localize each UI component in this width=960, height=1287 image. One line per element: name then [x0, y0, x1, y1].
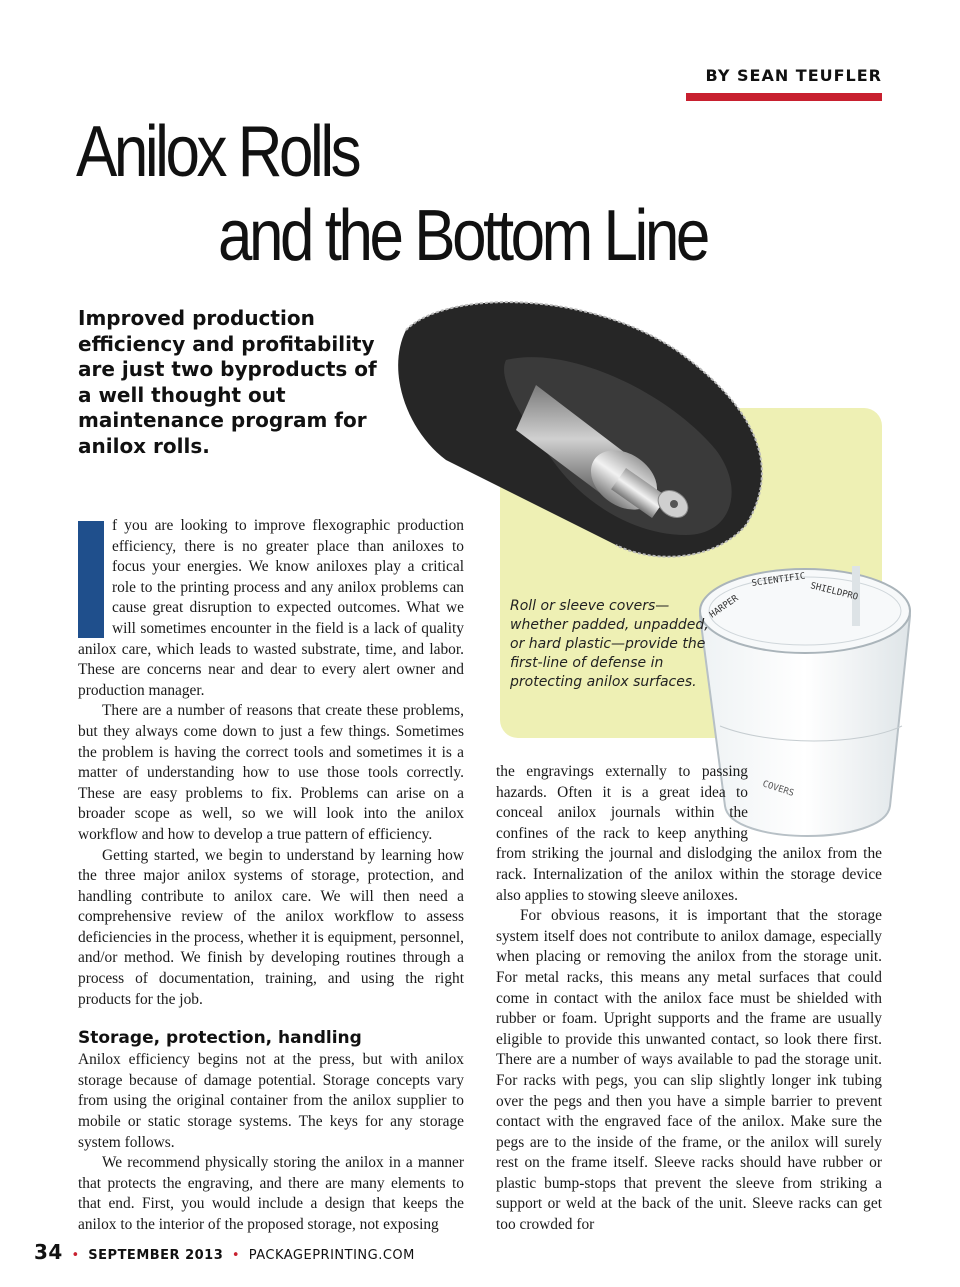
paragraph-4: Anilox efficiency begins not at the press, but with anilox storage because of damage potential. Storage concepts vary from using the original container from the anilox supplier to mobile or static storage systems. The keys for any storage system follows.: [78, 1051, 464, 1151]
paragraph-1: f you are looking to improve flexographic production efficiency, there is no greater place than aniloxes to focus your energies. We know aniloxes play a critical role to the printing process and any anilox problems can cause great disruption to expected outcomes. What we will sometimes encounter in the field is a lack of quality anilox care, which leads to wasted substrate, time, and labor. These are concerns near and dear to every alert owner and production manager.: [78, 517, 464, 699]
headline-line-1: Anilox Rolls: [76, 112, 359, 192]
sleeve-print-word3: SHIELDPRO: [809, 581, 860, 603]
paragraph-2: There are a number of reasons that create these problems, but they always come down to just a few things. Sometimes the problem is having the correct tools and sometimes it is a matter of understanding how to use those tools correctly. These are easy problems to fix. Problems can arise on a broader scope as well, so we will look into the anilox workflow and how to develop a true pattern of efficiency.: [78, 702, 464, 843]
paragraph-6: the engravings externally to passing hazards. Often it is a great idea to conceal anilox journals within the confines of the rack to keep anything from striking the journal and dislodging the anilox from the rack. Internalization of the anilox within the storage device also applies to stowing sleeve aniloxes.: [496, 763, 882, 904]
section-heading: Storage, protection, handling: [78, 1028, 362, 1049]
dropcap: [78, 521, 104, 638]
footer-bullet-icon: •: [71, 1248, 80, 1263]
paragraph-7: For obvious reasons, it is important that the storage system itself does not contribute to anilox damage, especially when placing or removing the anilox from the storage unit. For metal racks, this means any metal surfaces that could come in contact with the anilox face must be shielded with rubber or foam. Upright supports and the frame are usually eligible to provide this unwanted contact, so look there first. There are a number of ways available to pad the storage unit. For racks with pegs, you can slip slightly longer ink tubing over the pegs and then you have a simple barrier to prevent contact with the engraved face of the anilox. Make sure the pegs are to the inside of the frame, or the anilox will surely rest on the frame itself. Sleeve racks should have rubber or plastic bump-stops that prevent the sleeve from striking a support or weld at the back of the unit. Sleeve racks can get too crowded for: [496, 907, 882, 1234]
body-column-left: [78, 516, 464, 1236]
page-number: 34: [34, 1240, 63, 1264]
photo-caption: Roll or sleeve covers—whether padded, unpadded, or hard plastic—provide the first-line of defense in protecting anilox surfaces.: [510, 598, 709, 690]
paragraph-5: We recommend physically storing the anilox in a manner that protects the engraving, and there are many elements to that end. First, you would include a design that keeps the anilox to the interior of the proposed storage, not exposing: [78, 1154, 464, 1233]
image-wrap-spacer: [748, 762, 882, 844]
paragraph-3: Getting started, we begin to understand by learning how the three major anilox systems of storage, protection, and handling contribute to anilox care. We will then need a comprehensive review of the anilox workflow to assess deficiencies in the process, whether it is equipment, personnel, and/or method. We finish by developing routines through a process of documentation, training, and using the right products for the job.: [78, 846, 464, 1008]
sleeve-print-word1: HARPER: [707, 593, 741, 621]
footer-bullet-icon: •: [231, 1248, 241, 1263]
sleeve-print-word2: SCIENTIFIC: [751, 571, 807, 589]
page-footer: [34, 1240, 415, 1264]
issue-date: SEPTEMBER 2013: [88, 1248, 224, 1263]
body-column-right: [496, 762, 882, 1236]
publication-site: PACKAGEPRINTING.COM: [248, 1248, 415, 1263]
headline-line-2: and the Bottom Line: [218, 196, 707, 276]
byline: BY SEAN TEUFLER: [705, 66, 882, 85]
sleeve-print-word4: COVERS: [761, 779, 796, 799]
deck: Improved production efficiency and profitability are just two byproducts of a well thought out maintenance program for anilox rolls.: [78, 306, 377, 458]
byline-rule: [686, 93, 882, 101]
